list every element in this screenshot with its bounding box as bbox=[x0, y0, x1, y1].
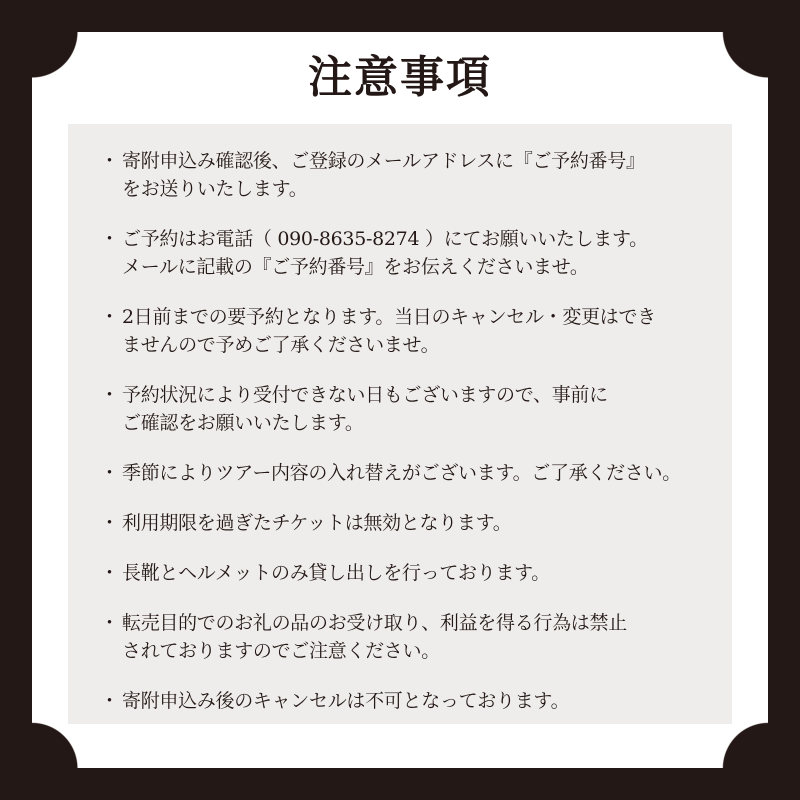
list-item bbox=[96, 303, 720, 359]
bullet-mark: ・ bbox=[100, 228, 119, 250]
list-item bbox=[96, 381, 720, 437]
bullet-mark: ・ bbox=[100, 150, 119, 172]
list-item bbox=[96, 509, 720, 537]
list-item bbox=[96, 147, 720, 203]
note-line: メールに記載の『ご予約番号』をお伝えくださいませ。 bbox=[122, 256, 589, 278]
note-line: 2日前までの要予約となります。当日のキャンセル・変更はでき bbox=[122, 306, 656, 328]
note-line: されておりますのでご注意ください。 bbox=[122, 640, 440, 662]
note-line: 利用期限を過ぎたチケットは無効となります。 bbox=[122, 512, 512, 534]
bullet-mark: ・ bbox=[100, 512, 119, 534]
page-title: 注意事項 bbox=[308, 52, 492, 103]
bullet-mark: ・ bbox=[100, 612, 119, 634]
bullet-mark: ・ bbox=[100, 462, 119, 484]
note-line: 転売目的でのお礼の品のお受け取り、利益を得る行為は禁止 bbox=[122, 612, 627, 634]
list-item bbox=[96, 225, 720, 281]
note-line: ご予約はお電話（ 090-8635-8274 ）にてお願いいたします。 bbox=[122, 228, 648, 250]
note-line: ご確認をお願いいたします。 bbox=[122, 412, 364, 434]
note-line: をお送りいたします。 bbox=[122, 178, 308, 200]
list-item bbox=[96, 609, 720, 665]
note-line: 予約状況により受付できない日もございますので、事前に bbox=[122, 384, 608, 406]
note-line: 寄附申込み確認後、ご登録のメールアドレスに『ご予約番号』 bbox=[122, 150, 645, 172]
note-line: 寄附申込み後のキャンセルは不可となっております。 bbox=[122, 690, 570, 712]
bullet-mark: ・ bbox=[100, 562, 119, 584]
bullet-mark: ・ bbox=[100, 690, 119, 712]
note-line: ませんので予めご了承くださいませ。 bbox=[122, 334, 440, 356]
bullet-mark: ・ bbox=[100, 384, 119, 406]
list-item bbox=[96, 459, 720, 487]
notes-list bbox=[96, 147, 720, 737]
note-line: 長靴とヘルメットのみ貸し出しを行っております。 bbox=[122, 562, 551, 584]
note-line: 季節によりツアー内容の入れ替えがございます。ご了承ください。 bbox=[122, 462, 681, 484]
list-item bbox=[96, 687, 720, 715]
bullet-mark: ・ bbox=[100, 306, 119, 328]
list-item bbox=[96, 559, 720, 587]
